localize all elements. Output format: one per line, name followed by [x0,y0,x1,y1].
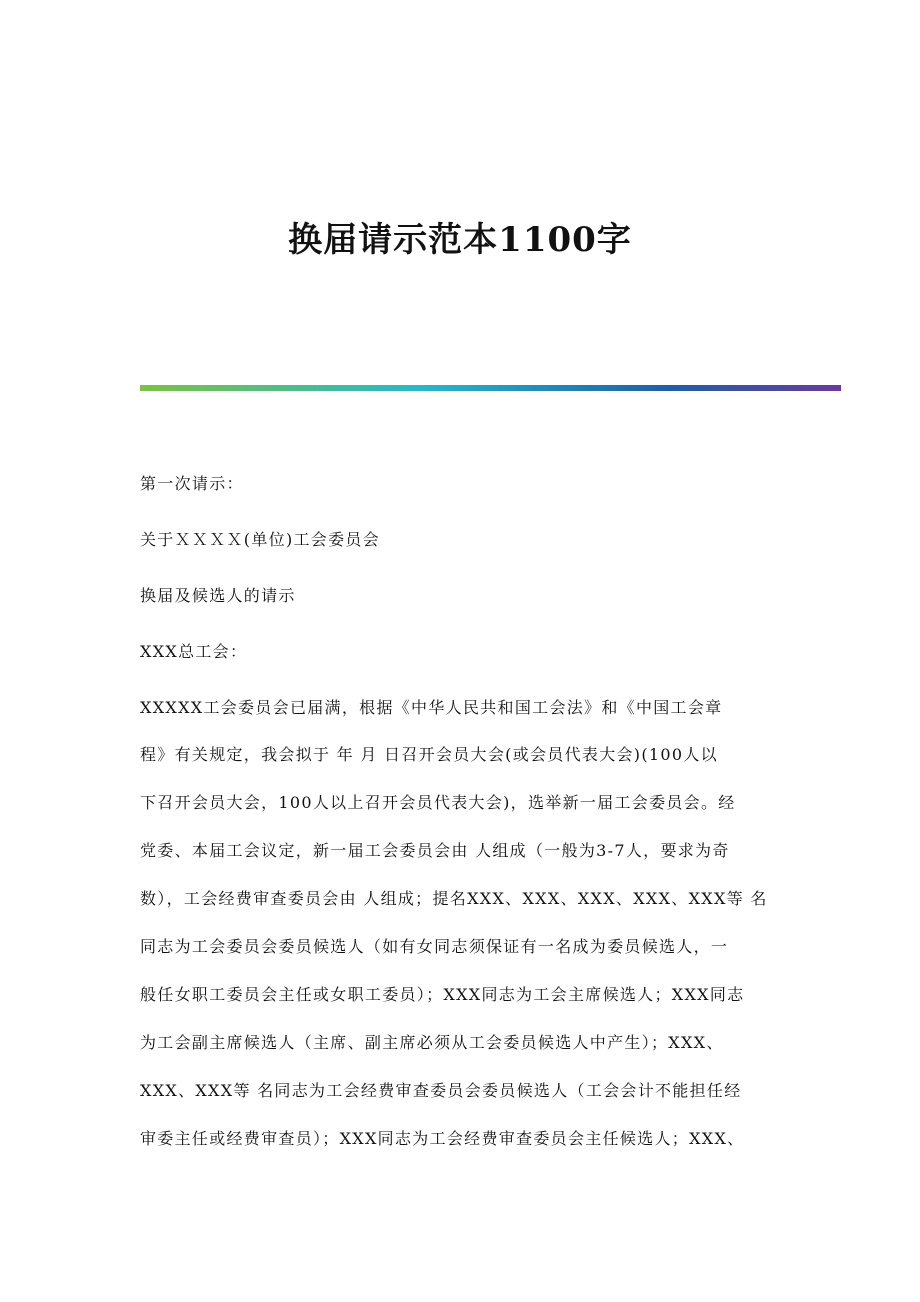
body-line: 般任女职工委员会主任或女职工委员）；XXX同志为工会主席候选人；XXX同志 [140,985,745,1004]
body-line: 程》有关规定，我会拟于 年 月 日召开会员大会(或会员代表大会)(100人以 [140,745,718,764]
body-line: 党委、本届工会议定，新一届工会委员会由 人组成（一般为3-7人，要求为奇 [140,841,730,860]
body-line: XXX、XXX等 名同志为工会经费审查委员会委员候选人（工会会计不能担任经 [140,1081,742,1100]
body-line: 同志为工会委员会委员候选人（如有女同志须保证有一名成为委员候选人，一 [140,937,729,956]
heading-line: 换届及候选人的请示 [140,586,296,605]
body-line: 数），工会经费审查委员会由 人组成；提名XXX、XXX、XXX、XXX、XXX等 名 [140,889,768,908]
body-line: 下召开会员大会，100人以上召开会员代表大会)，选举新一届工会委员会。经 [140,793,736,812]
heading-line: 第一次请示： [140,474,244,493]
body-line: 为工会副主席候选人（主席、副主席必须从工会委员候选人中产生）；XXX、 [140,1033,724,1052]
body-line: XXXXX工会委员会已届满，根据《中华人民共和国工会法》和《中国工会章 [140,698,723,717]
salutation-line: XXX总工会： [140,642,248,661]
title-divider [140,385,841,391]
heading-line: 关于ＸＸＸＸ(单位)工会委员会 [140,530,380,549]
body-line: 审委主任或经费审查员）；XXX同志为工会经费审查委员会主任候选人；XXX、 [140,1129,745,1148]
document-title: 换届请示范本1100字 [288,220,632,260]
